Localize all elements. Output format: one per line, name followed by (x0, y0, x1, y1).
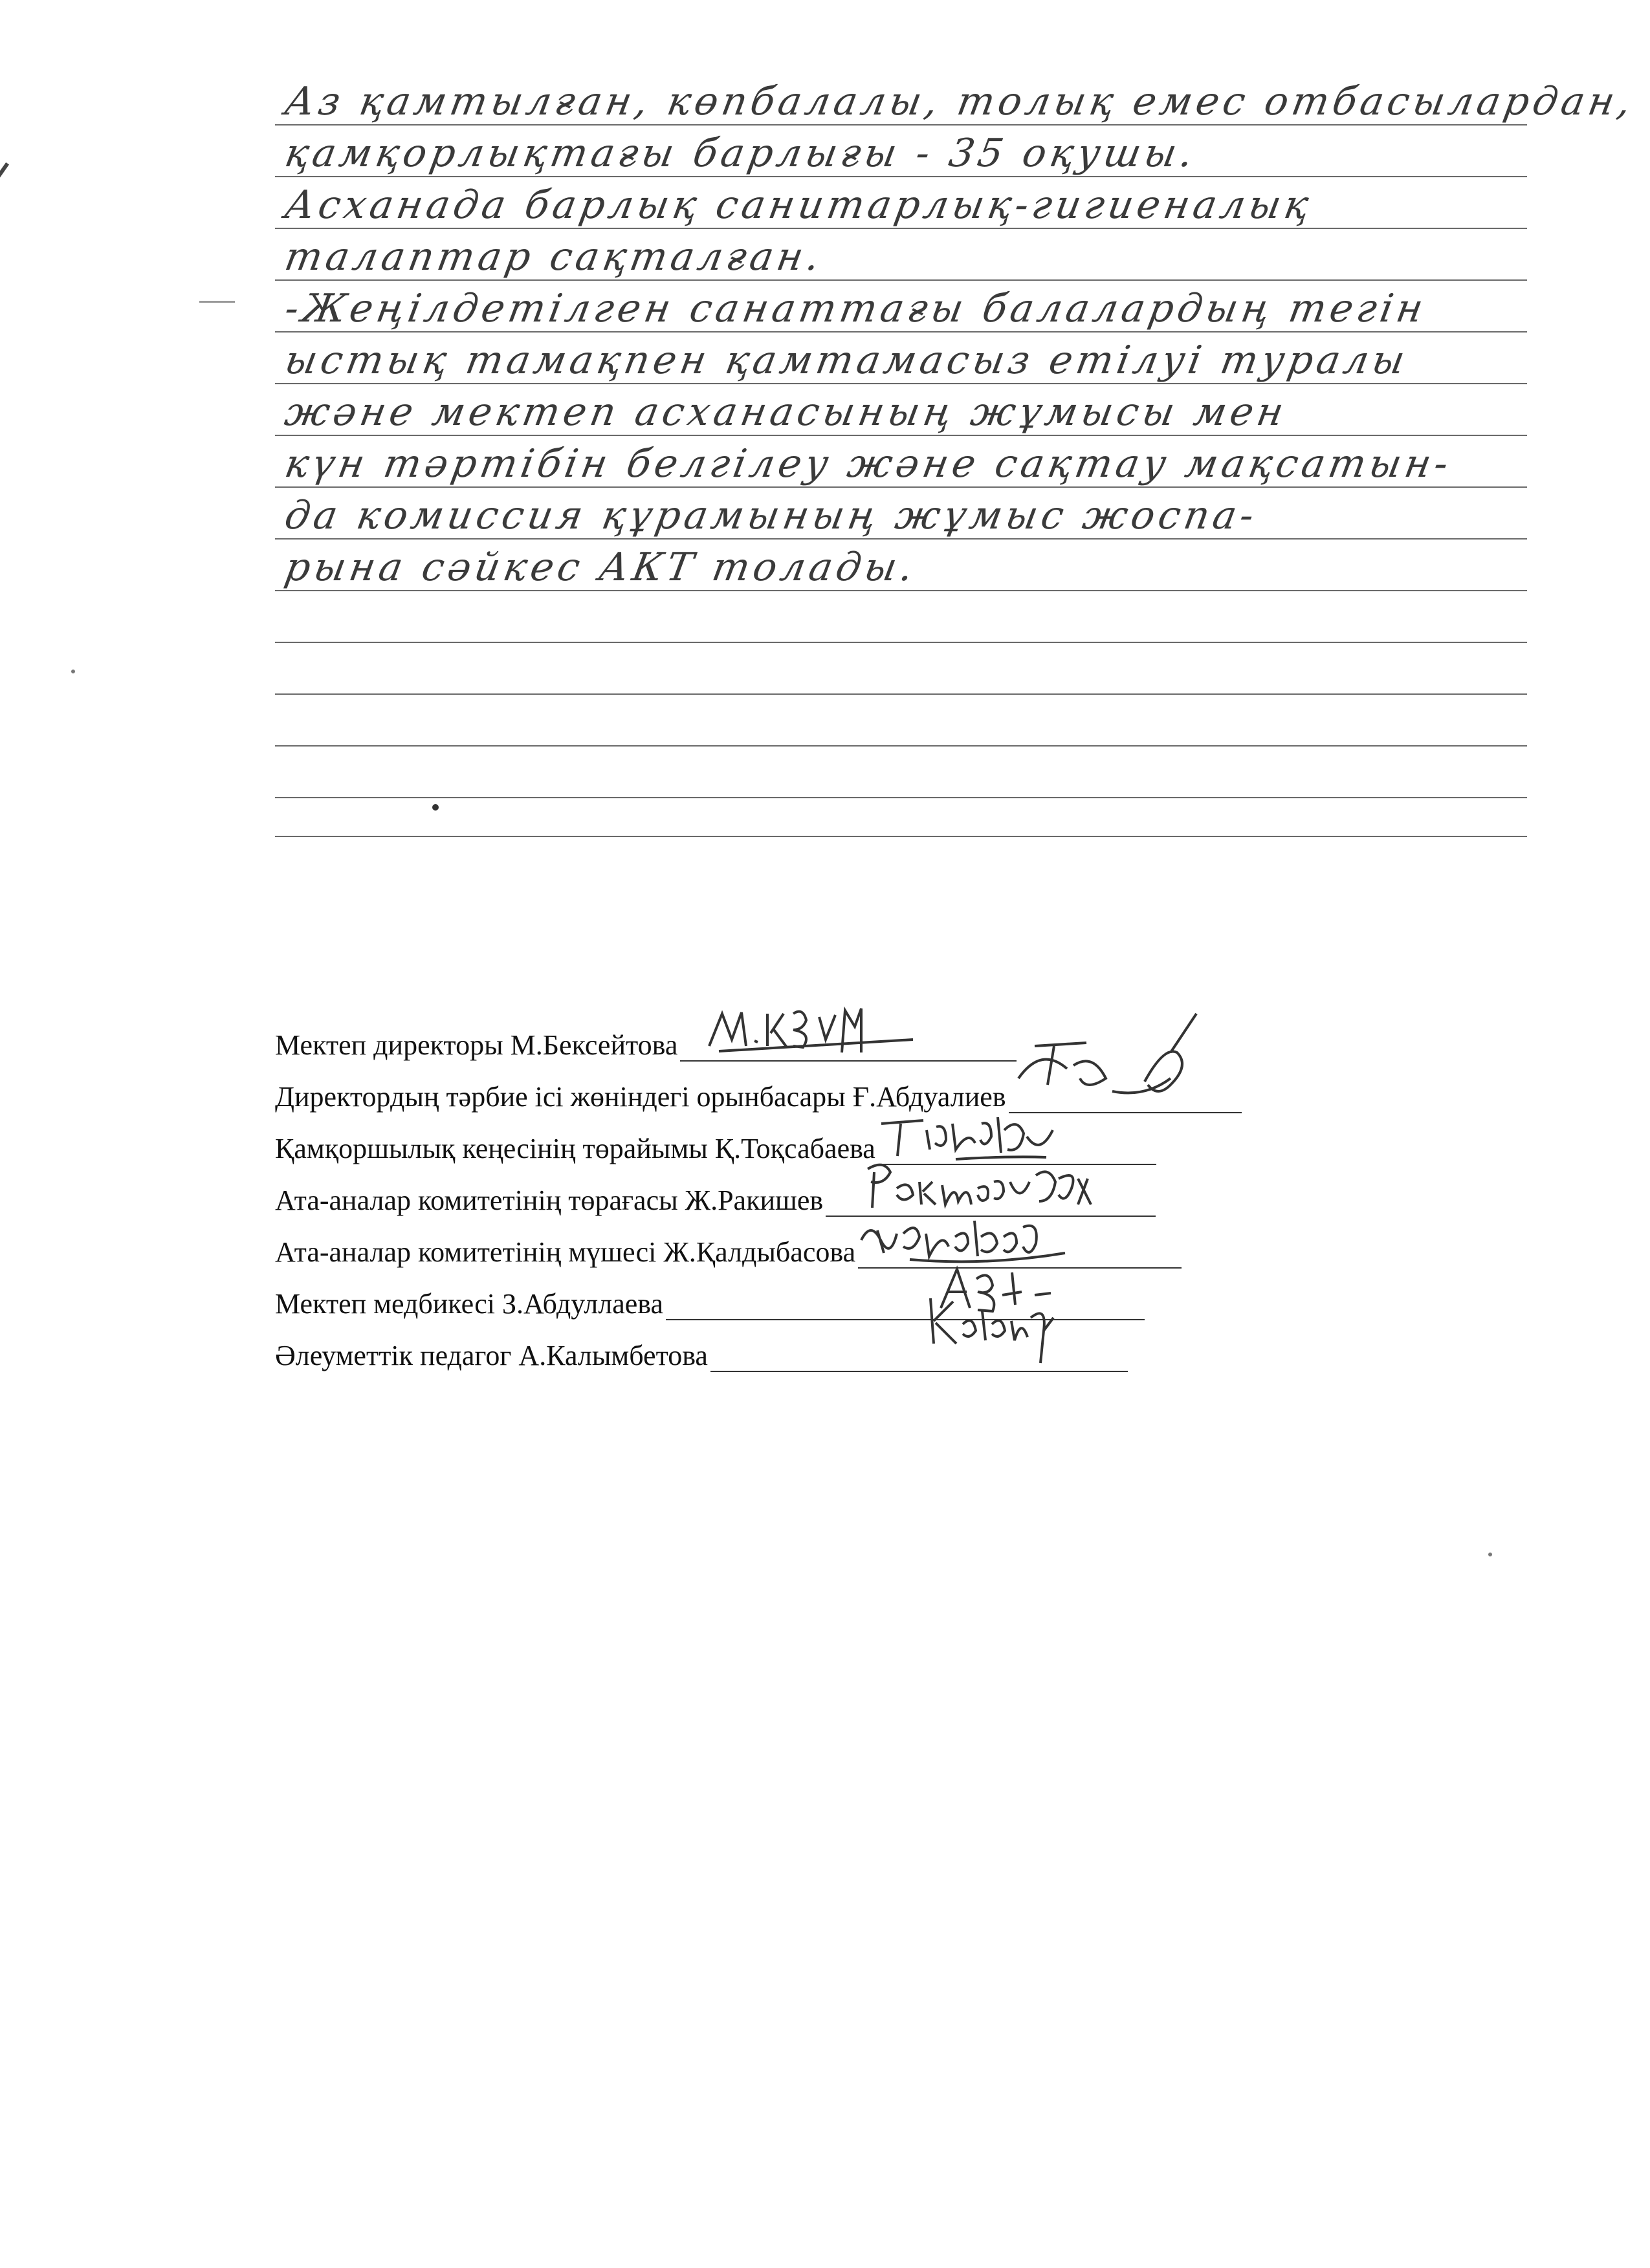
signatory-label: Ата-аналар комитетінің төрағасы Ж.Ракишев (275, 1184, 824, 1216)
margin-dash-mark (199, 301, 235, 303)
signatory-label: Директордың тәрбие ісі жөніндегі орынбасары Ғ.Абдуалиев (275, 1081, 1006, 1113)
ruled-line (275, 383, 1527, 384)
ruled-line (275, 435, 1527, 436)
signatory-label: Ата-аналар комитетінің мүшесі Ж.Қалдыбасова (275, 1236, 856, 1268)
ruled-line (275, 279, 1527, 281)
ruled-line (275, 124, 1527, 125)
signature-line (680, 1034, 1017, 1062)
signatory-label: Әлеуметтік педагог А.Калымбетова (275, 1340, 708, 1371)
scan-speck (71, 670, 75, 673)
handwritten-line: талаптар сақталған. (281, 234, 827, 279)
ink-dot (432, 804, 439, 811)
ruled-line (275, 693, 1527, 695)
signatory-label: Мектеп директоры М.Бексейтова (275, 1029, 678, 1061)
signature-line (710, 1345, 1128, 1372)
signatory-label: Қамқоршылық кеңесінің төрайымы Қ.Тоқсабаева (275, 1133, 875, 1164)
scan-corner-mark (0, 162, 9, 180)
signature-row (275, 1029, 1017, 1074)
signature-gabdualiyev-icon (1015, 1007, 1222, 1111)
ruled-line (275, 642, 1527, 643)
handwritten-line: ыстық тамақпен қамтамасыз етілуі туралы (281, 338, 1413, 383)
ruled-line (275, 538, 1527, 540)
signatory-label: Мектеп медбикесі З.Абдуллаева (275, 1288, 663, 1320)
scan-speck (1488, 1553, 1492, 1556)
signature-row (275, 1339, 1128, 1384)
signature-mbeksyeitova-icon (706, 1001, 939, 1059)
handwritten-line: -Жеңілдетілген санаттағы балалардың тегін (281, 286, 1431, 331)
handwritten-line: рына сәйкес АКТ толады. (281, 545, 921, 590)
ruled-line (275, 228, 1527, 229)
handwritten-line: және мектеп асханасының жұмысы мен (281, 389, 1291, 435)
ruled-line (275, 797, 1527, 798)
ruled-line (275, 836, 1527, 837)
handwritten-line: да комиссия құрамының жұмыс жоспа- (281, 493, 1262, 538)
signature-akalymbetova-icon (924, 1292, 1092, 1369)
signature-zhrakishev-icon (864, 1156, 1136, 1214)
signature-zhkaldybasova-icon (858, 1208, 1104, 1266)
handwritten-line: Асханада барлық санитарлық-гигиеналық (281, 182, 1316, 228)
ruled-line (275, 331, 1527, 333)
handwritten-line: Аз қамтылған, көпбалалы, толық емес отбасылардан, (281, 79, 1638, 124)
ruled-line (275, 590, 1527, 591)
ruled-line (275, 486, 1527, 488)
ruled-line (275, 745, 1527, 747)
ruled-line (275, 176, 1527, 177)
signature-ktoksabayeva-icon (878, 1104, 1085, 1162)
handwritten-line: қамқорлықтағы барлығы - 35 оқушы. (281, 131, 1201, 176)
handwritten-line: күн тәртібін белгілеу және сақтау мақсатын- (281, 441, 1456, 486)
signature-row (275, 1080, 1242, 1126)
